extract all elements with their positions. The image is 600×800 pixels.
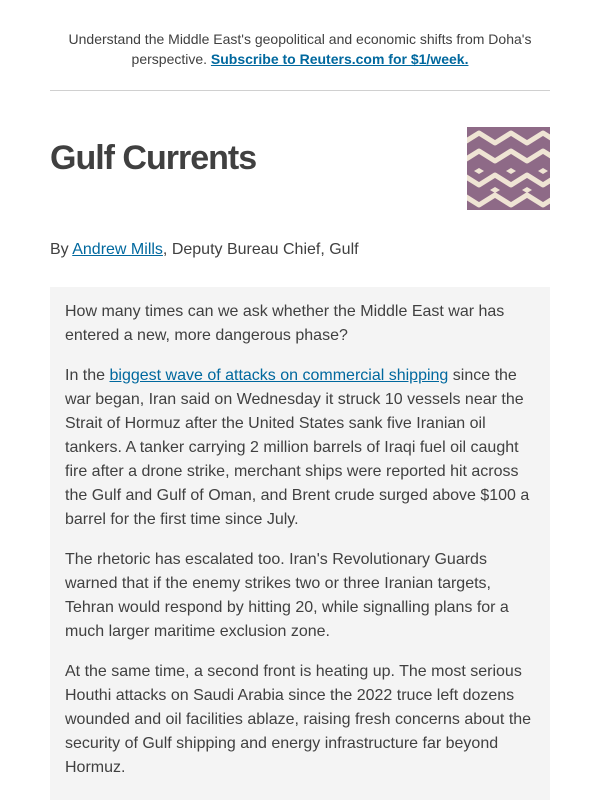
paragraph-2-intro: In the (65, 367, 106, 384)
promo-text: Understand the Middle East's geopolitical and economic shifts from Doha's perspective. (68, 31, 532, 67)
article-body (50, 287, 550, 800)
promo-banner (50, 29, 550, 69)
author-link[interactable]: Andrew Mills (72, 241, 163, 258)
paragraph-2-text: since the war began, Iran said on Wednesday it struck 10 vessels near the Strait of Hormuz after the United States sank five Iranian oil tankers. A tanker carrying 2 million barrels of Iraqi fuel oil caught fire after a drone strike, merchant ships were reported hit across the Gulf and Gulf of Oman, and Brent crude surged above $100 a barrel for the first time since July. (65, 367, 530, 528)
header-divider (50, 90, 550, 91)
byline (50, 239, 359, 261)
author-role: , Deputy Bureau Chief, Gulf (162, 241, 359, 258)
paragraph-1: How many times can we ask whether the Middle East war has entered a new, more dangerous phase? (65, 303, 505, 344)
byline-prefix: By (50, 241, 69, 258)
shipping-attacks-link[interactable]: biggest wave of attacks on commercial shipping (109, 367, 449, 384)
paragraph-3: The rhetoric has escalated too. Iran's Revolutionary Guards warned that if the enemy strikes two or three Iranian targets, Tehran would respond by hitting 20, while signalling plans for a much larger maritime exclusion zone. (65, 551, 509, 640)
subscribe-link[interactable]: Subscribe to Reuters.com for $1/week. (210, 51, 469, 67)
newsletter-title: Gulf Currents (50, 139, 257, 177)
paragraph-2 (65, 364, 535, 532)
gulf-currents-logo (467, 127, 550, 210)
paragraph-4: At the same time, a second front is heating up. The most serious Houthi attacks on Saudi Arabia since the 2022 truce left dozens wounded and oil facilities ablaze, raising fresh concerns about the security of Gulf shipping and energy infrastructure far beyond Hormuz. (65, 663, 532, 776)
